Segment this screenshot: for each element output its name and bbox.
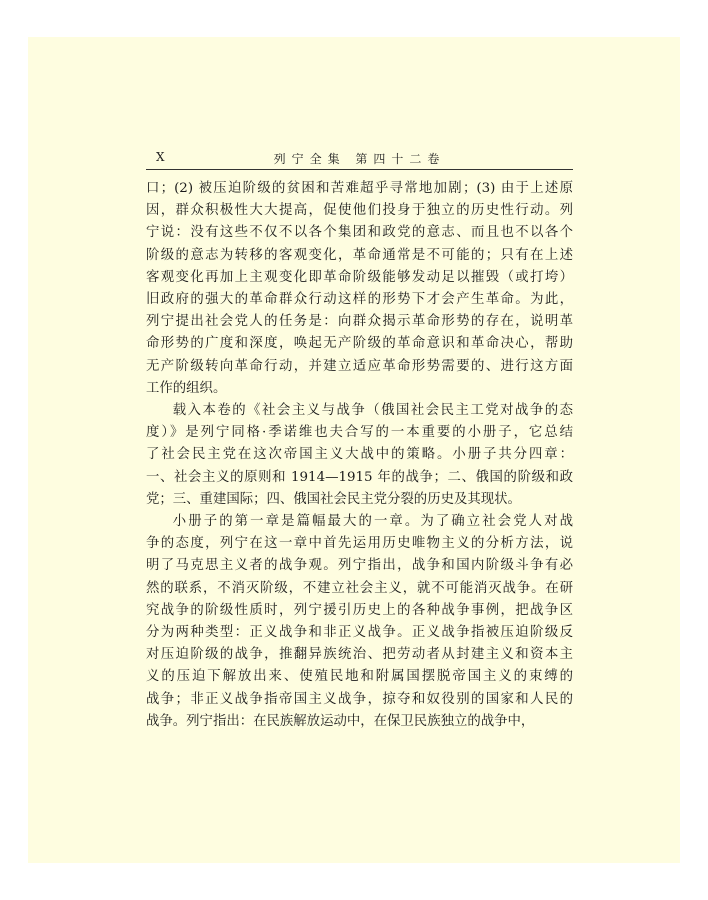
running-header — [146, 148, 573, 168]
text-line: 义的压迫下解放出来、使殖民地和附属国摆脱帝国主义的束缚的 — [146, 669, 573, 685]
text-line: 客观变化再加上主观变化即革命阶级能够发动足以摧毁（或打垮） — [146, 269, 573, 285]
text-line: 命形势的广度和深度，唤起无产阶级的革命意识和革命决心，帮助 — [146, 336, 573, 352]
paragraph — [146, 400, 573, 511]
text-line: 阶级的意志为转移的客观变化，革命通常是不可能的；只有在上述 — [146, 247, 573, 263]
text-line: 口；(2) 被压迫阶级的贫困和苦难超乎寻常地加剧；(3) 由于上述原 — [146, 181, 573, 196]
text-line: 载入本卷的《社会主义与战争（俄国社会民主工党对战争的态 — [172, 403, 573, 419]
text-line: 工作的组织。 — [146, 380, 227, 396]
text-line: 战争；非正义战争指帝国主义战争，掠夺和奴役别的国家和人民的 — [146, 691, 573, 707]
body-text — [146, 178, 573, 733]
text-line: 分为两种类型：正义战争和非正义战争。正义战争指被压迫阶级反 — [146, 625, 573, 641]
text-line: 因，群众积极性大大提高，促使他们投身于独立的历史性行动。列 — [146, 203, 573, 219]
paragraph — [146, 178, 573, 400]
running-title: 列宁全集 第四十二卷 — [273, 152, 446, 166]
text-line: 无产阶级转向革命行动，并建立适应革命形势需要的、进行这方面 — [146, 358, 573, 374]
text-line: 小册子的第一章是篇幅最大的一章。为了确立社会党人对战 — [172, 514, 573, 530]
header-rule — [146, 169, 573, 170]
text-line: 了社会民主党在这次帝国主义大战中的策略。小册子共分四章： — [146, 447, 573, 463]
text-line: 列宁提出社会党人的任务是：向群众揭示革命形势的存在，说明革 — [146, 314, 573, 330]
text-line: 度）》是列宁同格·季诺维也夫合写的一本重要的小册子，它总结 — [146, 425, 573, 441]
text-line: 党；三、重建国际；四、俄国社会民主党分裂的历史及其现状。 — [146, 491, 521, 507]
text-line: 宁说：没有这些不仅不以各个集团和政党的意志、而且也不以各个 — [146, 225, 573, 241]
page-number: X — [156, 150, 166, 164]
text-line: 明了马克思主义者的战争观。列宁指出，战争和国内阶级斗争有必 — [146, 558, 573, 574]
text-line: 旧政府的强大的革命群众行动这样的形势下才会产生革命。为此， — [146, 292, 573, 308]
text-line: 争的态度，列宁在这一章中首先运用历史唯物主义的分析方法，说 — [146, 536, 573, 552]
paragraph — [146, 511, 573, 733]
text-line: 对压迫阶级的战争，推翻异族统治、把劳动者从封建主义和资本主 — [146, 647, 573, 663]
text-line: 战争。列宁指出：在民族解放运动中，在保卫民族独立的战争中， — [146, 713, 535, 729]
text-line: 一、社会主义的原则和 1914—1915 年的战争；二、俄国的阶级和政 — [146, 469, 573, 485]
text-line: 究战争的阶级性质时，列宁援引历史上的各种战争事例，把战争区 — [146, 602, 573, 618]
text-line: 然的联系，不消灭阶级，不建立社会主义，就不可能消灭战争。在研 — [146, 580, 573, 596]
